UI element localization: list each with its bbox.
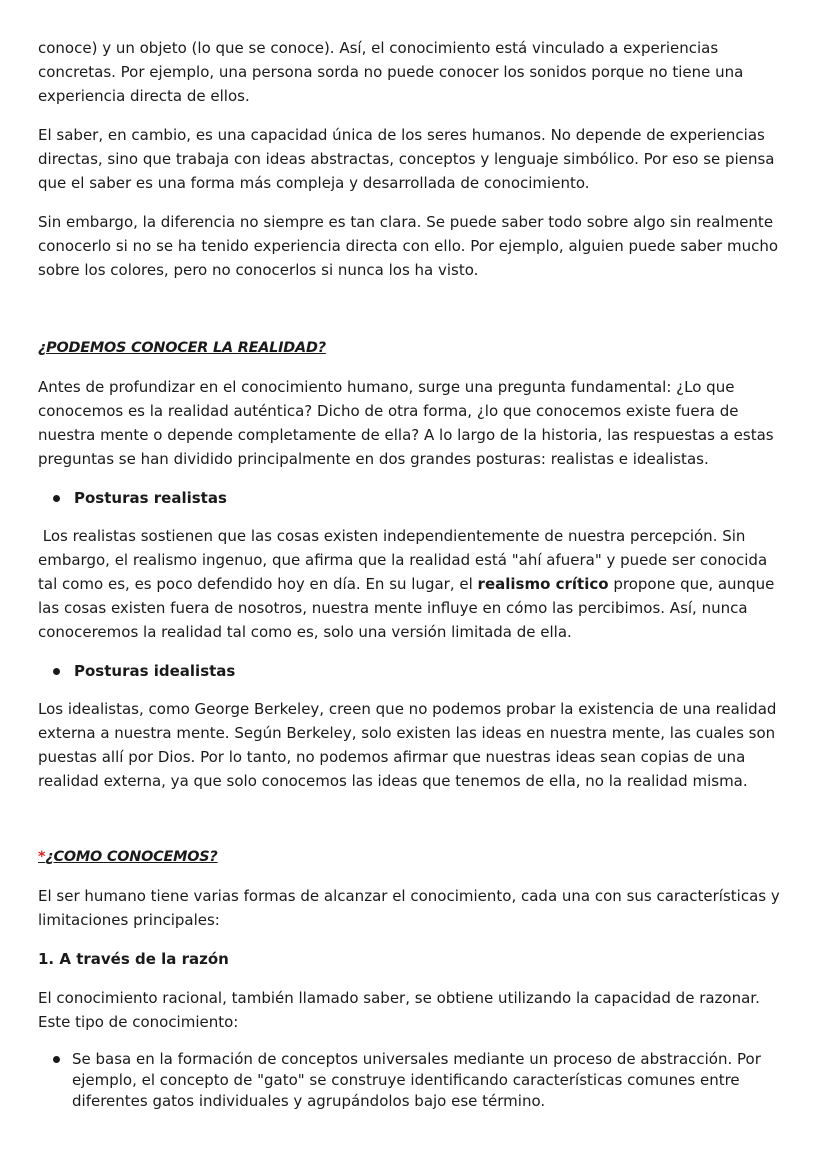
- section-realidad-intro: Antes de profundizar en el conocimiento humano, surge una pregunta fundamental: ¿Lo que conocemos es la realidad auténtica? Dicho de otra forma, ¿lo que conocemos existe fuera de nuestra mente o depende completamente de ella? A lo largo de la historia, las respuestas a estas preguntas se han dividido principalmente en dos grandes posturas: realistas e idealistas.: [38, 378, 774, 468]
- idealistas-paragraph: Los idealistas, como George Berkeley, creen que no podemos probar la existencia de una realidad externa a nuestra mente. Según Berkeley, solo existen las ideas en nuestra mente, las cuales son puestas allí por Dios. Por lo tanto, no podemos afirmar que nuestras ideas sean copias de una realidad externa, ya que solo conocemos las ideas que tenemos de ella, no la realidad misma.: [38, 700, 777, 790]
- bullet-heading-idealistas: [38, 659, 790, 683]
- razon-paragraph: El conocimiento racional, también llamado saber, se obtiene utilizando la capacidad de razonar. Este tipo de conocimiento:: [38, 989, 760, 1031]
- section-heading-como-conocemos-label: ¿COMO CONOCEMOS?: [45, 849, 218, 865]
- bullet-heading-realistas-label: Posturas realistas: [74, 489, 227, 507]
- bullet-dot-icon: [53, 668, 60, 675]
- section-heading-como-conocemos: [38, 845, 790, 869]
- bullet-dot-icon: [53, 495, 60, 502]
- list-item: [38, 1049, 790, 1112]
- realistas-text-a: Los realistas sostienen que las cosas existen independientemente de nuestra percepción. Sin embargo, el realismo ingenuo, que afirma que la realidad está "ahí afuera" y puede ser conocida tal como es, es poco defendido hoy en día. En su lugar, el: [38, 527, 772, 593]
- subheading-razon: 1. A través de la razón: [38, 950, 229, 968]
- intro-paragraph-1: conoce) y un objeto (lo que se conoce). Así, el conocimiento está vinculado a experiencias concretas. Por ejemplo, una persona sorda no puede conocer los sonidos porque no tiene una experiencia directa de ellos.: [38, 39, 744, 105]
- razon-bullet-list: [38, 1049, 790, 1112]
- intro-paragraph-3: Sin embargo, la diferencia no siempre es tan clara. Se puede saber todo sobre algo sin realmente conocerlo si no se ha tenido experiencia directa con ello. Por ejemplo, alguien puede saber mucho sobre los colores, pero no conocerlos si nunca los ha visto.: [38, 213, 779, 279]
- section-como-intro: El ser humano tiene varias formas de alcanzar el conocimiento, cada una con sus características y limitaciones principales:: [38, 887, 780, 929]
- intro-paragraph-2: El saber, en cambio, es una capacidad única de los seres humanos. No depende de experiencias directas, sino que trabaja con ideas abstractas, conceptos y lenguaje simbólico. Por eso se piensa que el saber es una forma más compleja y desarrollada de conocimiento.: [38, 126, 775, 192]
- bullet-heading-idealistas-label: Posturas idealistas: [74, 662, 236, 680]
- bullet-heading-realistas: [38, 486, 790, 510]
- document-page: [38, 36, 790, 1112]
- realismo-critico-bold: realismo crítico: [477, 575, 609, 593]
- red-asterisk: *: [38, 849, 46, 865]
- realistas-paragraph: [38, 524, 790, 644]
- list-item-text: Se basa en la formación de conceptos universales mediante un proceso de abstracción. Por ejemplo, el concepto de "gato" se construye identificando características comunes entre diferentes gatos individuales y agrupándolos bajo ese término.: [72, 1050, 761, 1110]
- bullet-dot-icon: [53, 1056, 60, 1063]
- section-heading-realidad: ¿PODEMOS CONOCER LA REALIDAD?: [38, 340, 326, 356]
- realistas-text-b: propone que, aunque las cosas existen fuera de nosotros, nuestra mente influye en cómo las percibimos. Así, nunca conoceremos la realidad tal como es, solo una versión limitada de ella.: [38, 575, 775, 641]
